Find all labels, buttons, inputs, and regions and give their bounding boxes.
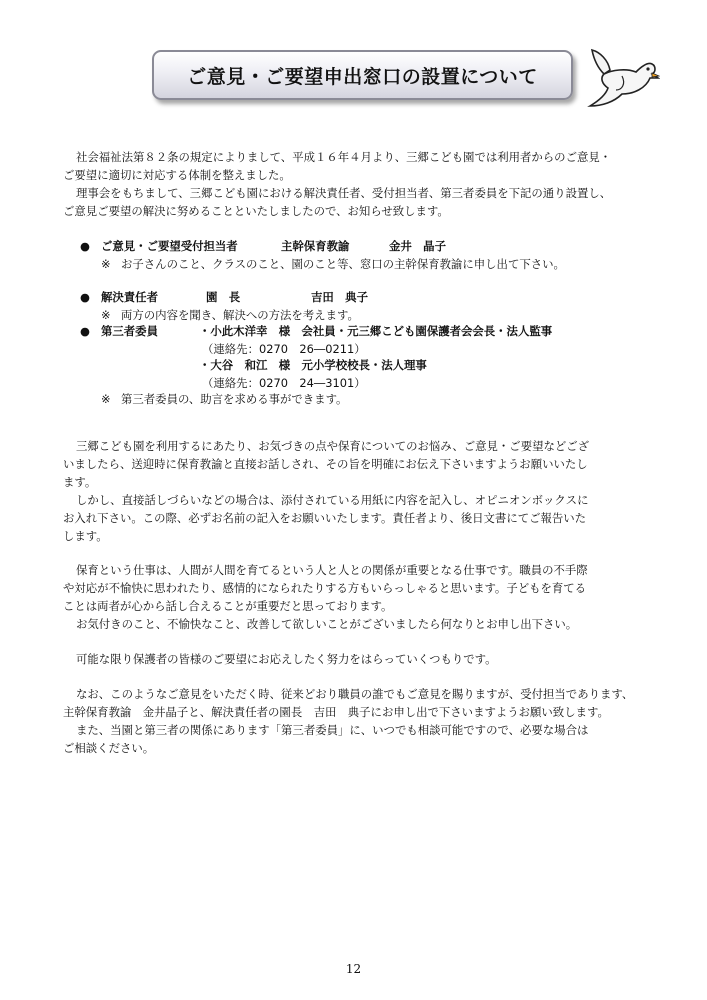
body-line-8: や対応が不愉快に思われたり、感情的になられたりする方もいらっしゃると思います。子どもを育てる: [63, 581, 587, 595]
intro-line-1: 社会福祉法第８２条の規定によりまして、平成１６年４月より、三郷こども園では利用者からのご意見・: [76, 150, 612, 164]
bullet: ●: [80, 324, 90, 338]
uketsuke-note: お子さんのこと、クラスのこと、園のこと等、窓口の主幹保育教諭に申し出て下さい。: [121, 257, 565, 271]
uketsuke-label: ご意見・ご要望受付担当者: [101, 239, 238, 253]
daisansha-contact-2: （連絡先：0270 24―3101）: [202, 376, 366, 390]
daisansha-label: 第三者委員: [101, 324, 158, 338]
daisansha-contact-1: （連絡先：0270 26―0211）: [202, 342, 366, 356]
body-line-6: します。: [63, 529, 108, 543]
uketsuke-role: 主幹保育教諭: [281, 239, 350, 253]
body-line-11: 可能な限り保護者の皆様のご要望にお応えしたく努力をはらっていくつもりです。: [76, 652, 497, 666]
page-title: ご意見・ご要望申出窓口の設置について: [187, 65, 538, 88]
intro-line-4: ご意見ご要望の解決に努めることといたしましたので、お知らせ致します。: [63, 204, 449, 218]
kaiketsu-label: 解決責任者: [101, 290, 158, 304]
body-line-7: 保育という仕事は、人間が人間を育てるという人と人との関係が重要となる仕事です。職員の不手際: [76, 563, 588, 577]
daisansha-note: 第三者委員の、助言を求める事ができます。: [121, 392, 348, 406]
daisansha-member-2: ・大谷 和江 様 元小学校校長・法人理事: [199, 358, 427, 372]
body-line-9: ことは両者が心から話し合えることが重要だと思っております。: [63, 599, 393, 613]
kaiketsu-note: 両方の内容を聞き、解決への方法を考えます。: [121, 308, 359, 322]
bullet: ●: [80, 290, 90, 304]
note-mark: ※: [101, 392, 111, 406]
title-box: [152, 50, 573, 100]
body-line-15: ご相談ください。: [63, 741, 155, 755]
page-number: 12: [345, 962, 362, 976]
body-line-3: ます。: [63, 475, 97, 489]
body-line-5: お入れ下さい。この際、必ずお名前の記入をお願いいたします。責任者より、後日文書にてご報告いた: [63, 511, 587, 525]
body-line-10: お気付きのこと、不愉快なこと、改善して欲しいことがございましたら何なりとお申し出下さい。: [76, 617, 578, 631]
note-mark: ※: [101, 257, 111, 271]
body-line-2: いましたら、送迎時に保育教諭と直接お話しされ、その旨を明確にお伝え下さいますようお願いいたし: [63, 457, 588, 471]
kaiketsu-name: 吉田 典子: [311, 290, 368, 304]
kaiketsu-role: 園 長: [206, 290, 241, 304]
daisansha-member-1: ・小此木洋幸 様 会社員・元三郷こども園保護者会会長・法人監事: [199, 324, 553, 338]
body-line-1: 三郷こども園を利用するにあたり、お気づきの点や保育についてのお悩み、ご意見・ご要望などござ: [76, 439, 590, 453]
note-mark: ※: [101, 308, 111, 322]
intro-line-2: ご要望に適切に対応する体制を整えました。: [63, 168, 291, 182]
body-line-12: なお、このようなご意見をいただく時、従来どおり職員の誰でもご意見を賜りますが、受付担当であります、: [76, 687, 634, 701]
body-line-13: 主幹保育教諭 金井晶子と、解決責任者の園長 吉田 典子にお申し出で下さいますようお願い致します。: [63, 705, 609, 719]
body-line-14: また、当園と第三者の関係にあります「第三者委員」に、いつでも相談可能ですので、必要な場合は: [76, 723, 589, 737]
bullet: ●: [80, 239, 90, 253]
bird-icon: [582, 44, 660, 110]
intro-line-3: 理事会をもちまして、三郷こども園における解決責任者、受付担当者、第三者委員を下記の通り設置し、: [76, 186, 612, 200]
uketsuke-name: 金井 晶子: [389, 239, 446, 253]
body-line-4: しかし、直接話しづらいなどの場合は、添付されている用紙に内容を記入し、オピニオンボックスに: [76, 493, 589, 507]
